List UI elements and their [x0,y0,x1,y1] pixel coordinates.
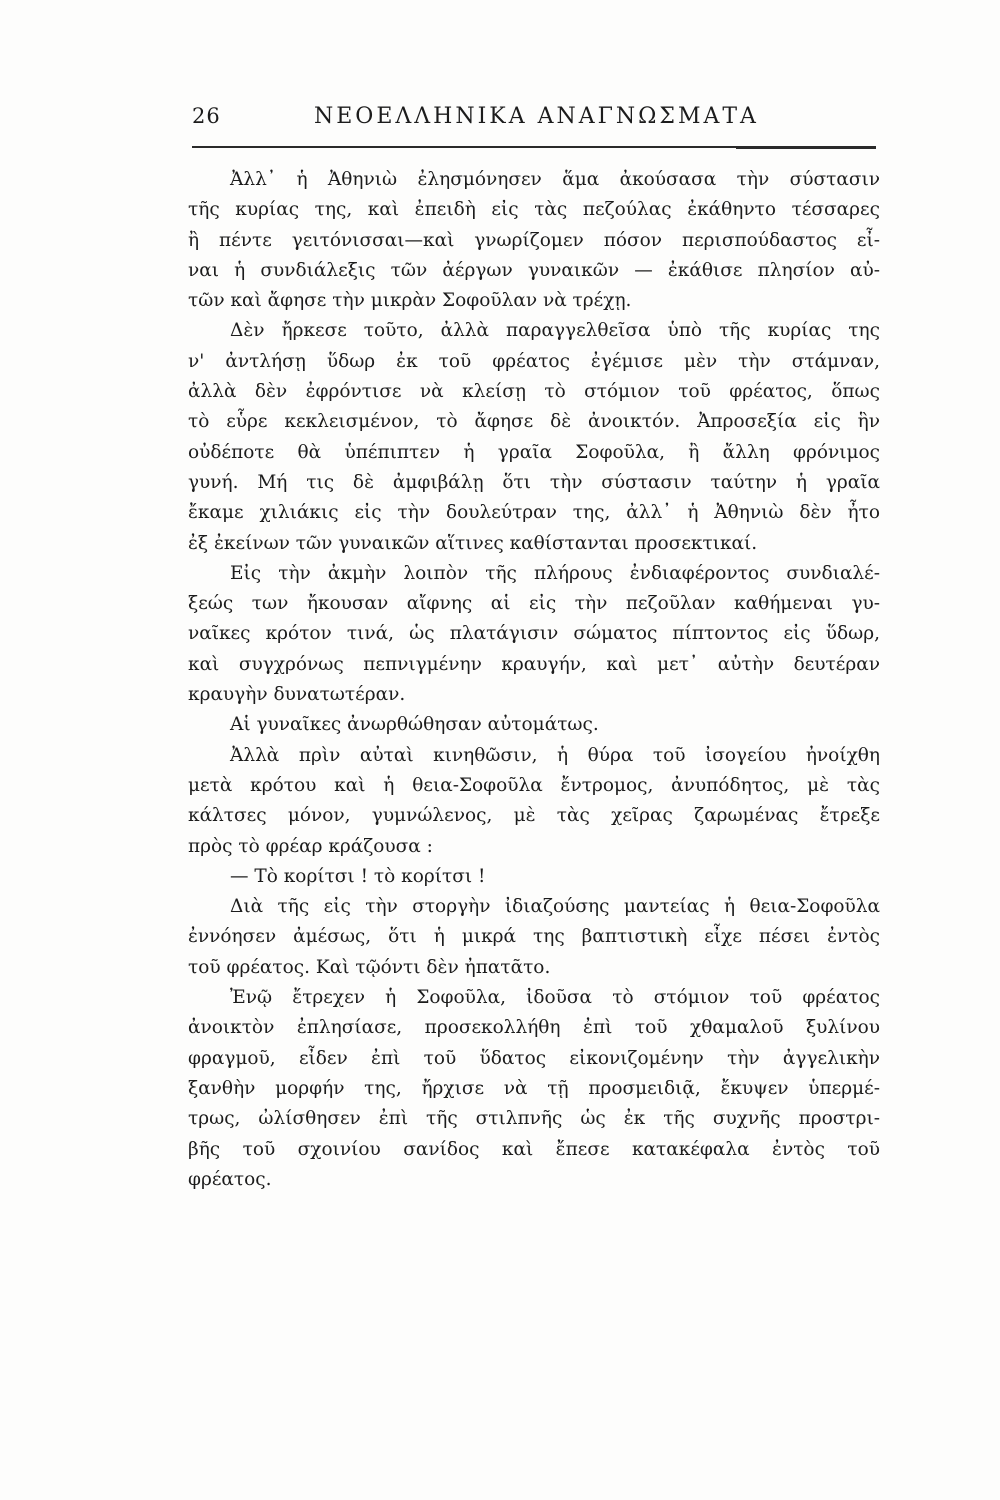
page-number: 26 [192,104,221,128]
paragraph [188,862,880,892]
paragraph [188,316,880,558]
paragraph [188,165,880,316]
paragraph [188,983,880,1195]
text-line: Αἱ γυναῖκες ἀνωρθώθησαν αὐτομάτως. [230,714,599,736]
text-line: ξανθὴν μορφήν της, ἤρχισε νὰ τῇ προσμειδιᾷ, ἔκυψεν ὑπερμέ- [188,1077,880,1099]
text-line: Ἀλλ᾽ ἡ Ἀθηνιὼ ἐλησμόνησεν ἅμα ἀκούσασα τὴν σύστασιν [230,169,880,190]
text-line: ναι ἡ συνδιάλεξις τῶν ἀέργων γυναικῶν — ἐκάθισε πλησίον αὐ- [188,259,880,281]
text-line: τρως, ὠλίσθησεν ἐπὶ τῆς στιλπνῆς ὡς ἐκ τῆς συχνῆς προστρι- [188,1108,880,1130]
text-line: Εἰς τὴν ἀκμὴν λοιπὸν τῆς πλήρους ἐνδιαφέροντος συνδιαλέ- [230,562,880,584]
text-line: Ἀλλὰ πρὶν αὐταὶ κινηθῶσιν, ἡ θύρα τοῦ ἰσογείου ἠνοίχθη [230,744,880,766]
paragraph [188,559,880,710]
text-line: μετὰ κρότου καὶ ἡ θεια-Σοφοῦλα ἔντρομος, ἀνυπόδητος, μὲ τὰς [188,774,880,796]
paragraph [188,741,880,862]
text-line: τὸ εὗρε κεκλεισμένον, τὸ ἄφησε δὲ ἀνοικτόν. Ἀπροσεξία εἰς ἣν [188,411,880,433]
text-line: πρὸς τὸ φρέαρ κράζουσα : [188,835,433,857]
text-line: γυνή. Μή τις δὲ ἀμφιβάλῃ ὅτι τὴν σύστασιν ταύτην ἡ γραῖα [188,471,880,493]
text-line: ἔκαμε χιλιάκις εἰς τὴν δουλεύτραν της, ἀλλ᾽ ἡ Ἀθηνιὼ δὲν ἦτο [188,502,880,524]
paragraph [188,710,880,740]
text-line: ἐξ ἐκείνων τῶν γυναικῶν αἵτινες καθίστανται προσεκτικαί. [188,532,758,554]
text-line: κάλτσες μόνον, γυμνώλενος, μὲ τὰς χεῖρας ζαρωμένας ἔτρεξε [188,805,880,827]
text-line: βῆς τοῦ σχοινίου σανίδος καὶ ἔπεσε κατακέφαλα ἐντὸς τοῦ [188,1138,880,1160]
text-line: — Τὸ κορίτσι ! τὸ κορίτσι ! [230,865,486,887]
text-line: τῆς κυρίας της, καὶ ἐπειδὴ εἰς τὰς πεζούλας ἐκάθηντο τέσσαρες [188,199,880,221]
text-line: ἀλλὰ δὲν ἐφρόντισε νὰ κλείσῃ τὸ στόμιον τοῦ φρέατος, ὅπως [188,381,880,403]
text-line: οὐδέποτε θὰ ὑπέπιπτεν ἡ γραῖα Σοφοῦλα, ἢ ἄλλη φρόνιμος [188,441,880,463]
text-line: ἐννόησεν ἀμέσως, ὅτι ἡ μικρά της βαπτιστικὴ εἶχε πέσει ἐντὸς [188,926,880,948]
text-line: καὶ συγχρόνως πεπνιγμένην κραυγήν, καὶ μετ᾽ αὐτὴν δευτέραν [188,653,880,675]
text-line: ν' ἀντλήσῃ ὕδωρ ἐκ τοῦ φρέατος ἐγέμισε μὲν τὴν στάμναν, [188,350,880,372]
text-line: Δὲν ἤρκεσε τοῦτο, ἀλλὰ παραγγελθεῖσα ὑπὸ τῆς κυρίας της [230,320,880,342]
text-line: ἢ πέντε γειτόνισσαι—καὶ γνωρίζομεν πόσον περισπούδαστος εἶ- [188,229,880,251]
text-line: κραυγὴν δυνατωτέραν. [188,684,406,706]
body-text [188,165,880,1195]
text-line: ξεώς των ἤκουσαν αἴφνης αἱ εἰς τὴν πεζοῦλαν καθήμεναι γυ- [188,593,880,615]
text-line: φραγμοῦ, εἶδεν ἐπὶ τοῦ ὕδατος εἰκονιζομένην τὴν ἀγγελικὴν [188,1047,880,1069]
text-line: τοῦ φρέατος. Καὶ τῷόντι δὲν ἠπατᾶτο. [188,956,551,978]
running-title: ΝΕΟΕΛΛΗΝΙΚΑ ΑΝΑΓΝΩΣΜΑΤΑ [314,104,759,129]
text-line: φρέατος. [188,1168,272,1190]
header-rule [192,146,876,148]
text-line: τῶν καὶ ἄφησε τὴν μικρὰν Σοφοῦλαν νὰ τρέχῃ. [188,290,632,312]
text-line: Διὰ τῆς εἰς τὴν στοργὴν ἰδιαζούσης μαντείας ἡ θεια-Σοφοῦλα [230,896,880,918]
paragraph [188,892,880,983]
text-line: Ἐνῷ ἔτρεχεν ἡ Σοφοῦλα, ἰδοῦσα τὸ στόμιον τοῦ φρέατος [230,987,880,1009]
text-line: ἀνοικτὸν ἐπλησίασε, προσεκολλήθη ἐπὶ τοῦ χθαμαλοῦ ξυλίνου [188,1017,880,1039]
page-header [192,104,882,138]
text-line: ναῖκες κρότον τινά, ὡς πλατάγισιν σώματος πίπτοντος εἰς ὕδωρ, [188,623,880,645]
